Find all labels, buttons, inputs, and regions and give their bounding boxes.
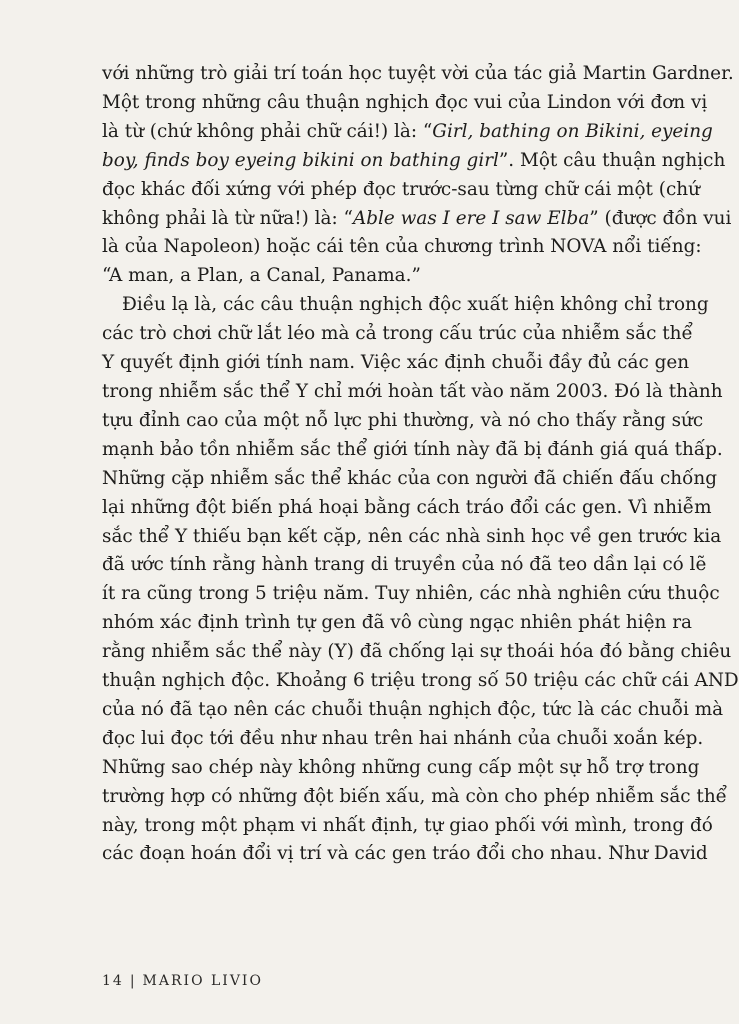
text-line: Những sao chép này không những cung cấp một sự hỗ trợ trong: [102, 756, 700, 778]
text-line: là từ (chứ không phải chữ cái!) là: “Girl, bathing on Bikini, eyeing: [102, 120, 713, 142]
footer-separator: |: [129, 973, 137, 989]
text-line: trường hợp có những đột biến xấu, mà còn cho phép nhiễm sắc thể: [102, 785, 727, 807]
text-line: Y quyết định giới tính nam. Việc xác định chuỗi đầy đủ các gen: [102, 352, 690, 374]
text-line: Điều lạ là, các câu thuận nghịch độc xuất hiện không chỉ trong: [122, 294, 709, 316]
paragraph: [102, 291, 739, 869]
text-line: này, trong một phạm vi nhất định, tự giao phối với mình, trong đó: [102, 814, 713, 836]
text-line: nhóm xác định trình tự gen đã vô cùng ngạc nhiên phát hiện ra: [102, 612, 692, 634]
text-line: “A man, a Plan, a Canal, Panama.”: [102, 265, 421, 287]
text-line: boy, finds boy eyeing bikini on bathing girl”. Một câu thuận nghịch: [102, 149, 726, 171]
text-line: không phải là từ nữa!) là: “Able was I ere I saw Elba” (được đồn vui: [102, 207, 732, 229]
text-line: Một trong những câu thuận nghịch đọc vui của Lindon với đơn vị: [102, 91, 708, 113]
text-line: sắc thể Y thiếu bạn kết cặp, nên các nhà sinh học về gen trước kia: [102, 525, 722, 547]
text-line: đã ước tính rằng hành trang di truyền của nó đã teo dần lại có lẽ: [102, 554, 707, 576]
text-line: của nó đã tạo nên các chuỗi thuận nghịch độc, tức là các chuỗi mà: [102, 698, 724, 720]
text-line: là của Napoleon) hoặc cái tên của chương trình NOVA nổi tiếng:: [102, 236, 702, 258]
running-footer: [102, 973, 263, 989]
text-line: lại những đột biến phá hoại bằng cách tráo đổi các gen. Vì nhiễm: [102, 496, 712, 518]
text-line: tựu đỉnh cao của một nỗ lực phi thường, và nó cho thấy rằng sức: [102, 409, 704, 431]
page-number: 14: [102, 973, 124, 989]
paragraph: [102, 60, 734, 291]
text-line: rằng nhiễm sắc thể này (Y) đã chống lại sự thoái hóa đó bằng chiêu: [102, 641, 732, 663]
text-line: với những trò giải trí toán học tuyệt vời của tác giả Martin Gardner.: [102, 63, 734, 84]
text-line: trong nhiễm sắc thể Y chỉ mới hoàn tất vào năm 2003. Đó là thành: [102, 380, 723, 402]
author-name: MARIO LIVIO: [142, 973, 263, 989]
text-line: các trò chơi chữ lắt léo mà cả trong cấu trúc của nhiễm sắc thể: [102, 323, 693, 345]
body-text: [102, 60, 739, 869]
text-line: đọc lui đọc tới đều như nhau trên hai nhánh của chuỗi xoắn kép.: [102, 727, 704, 749]
text-line: ít ra cũng trong 5 triệu năm. Tuy nhiên, các nhà nghiên cứu thuộc: [102, 583, 720, 605]
text-line: mạnh bảo tồn nhiễm sắc thể giới tính này đã bị đánh giá quá thấp.: [102, 438, 723, 460]
text-line: đọc khác đối xứng với phép đọc trước-sau từng chữ cái một (chứ: [102, 178, 700, 200]
text-line: thuận nghịch độc. Khoảng 6 triệu trong số 50 triệu các chữ cái AND: [102, 670, 739, 692]
text-line: các đoạn hoán đổi vị trí và các gen tráo đổi cho nhau. Như David: [102, 843, 708, 865]
text-line: Những cặp nhiễm sắc thể khác của con người đã chiến đấu chống: [102, 467, 717, 489]
